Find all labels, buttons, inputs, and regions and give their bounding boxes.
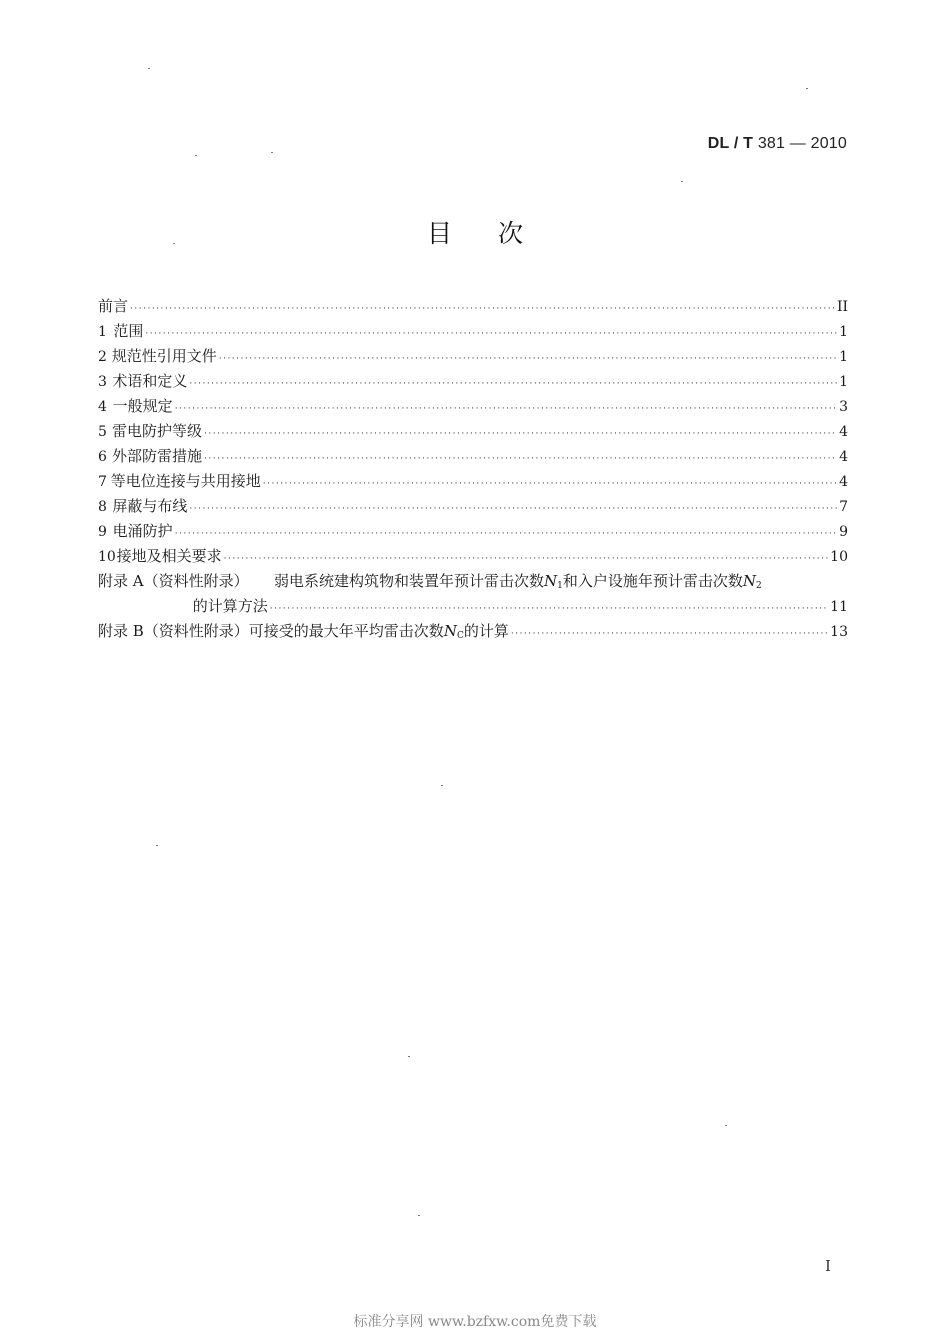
scan-speck [441,785,443,786]
toc-entry-number: 7 [98,474,107,490]
toc-entry-label: 接地及相关要求 [116,547,222,565]
toc-entry-5[interactable] [98,419,848,444]
toc-entry-8[interactable] [98,494,848,519]
toc-entry-4[interactable] [98,394,848,419]
toc-entry-2[interactable] [98,344,848,369]
toc-entry-page: 4 [839,424,848,440]
toc-entry-page: 1 [839,349,848,365]
toc-entry-number: 4 [98,399,107,415]
toc-leader-dots [175,397,837,422]
toc-entry-label: 一般规定 [112,397,173,415]
toc-entry-label: 范围 [113,322,144,340]
scan-speck [418,1215,420,1216]
toc-entry-label: 等电位连接与共用接地 [110,472,261,490]
toc-entry-9[interactable] [98,519,848,544]
appendix-a-title: 弱电系统建构筑物和装置年预计雷击次数$N_1$和入户设施年预计雷击次数$N_2$ [274,572,762,591]
document-code-number: 381 — 2010 [757,135,847,152]
toc-entry-1[interactable] [98,319,848,344]
toc-entry-label: 术语和定义 [112,372,188,390]
toc-leader-dots [145,322,837,347]
toc-entry-page: II [836,299,848,315]
toc-entry-page: 4 [839,474,848,490]
scan-speck [725,1125,727,1126]
toc-entry-label: 外部防雷措施 [112,447,203,465]
footer-watermark: 标准分享网 www.bzfxw.com免费下载 [353,1314,597,1330]
toc-entry-label: 规范性引用文件 [111,347,217,365]
toc-entry-page: 13 [830,624,848,640]
scan-speck [173,243,175,244]
toc-entry-label: 屏蔽与布线 [112,497,188,515]
scan-speck [271,152,273,153]
scan-speck [156,845,158,846]
toc-entry-number: 2 [98,349,107,365]
page-number: I [825,1257,831,1275]
toc-entry-7[interactable] [98,469,848,494]
toc-leader-dots [204,422,837,447]
document-code [708,135,847,153]
toc-entry-number: 3 [98,374,107,390]
scan-speck [195,155,197,156]
toc-entry-page: 9 [839,524,848,540]
appendix-a-heading: 附录 A（资料性附录） [98,572,249,590]
toc-leader-dots [263,472,837,497]
toc-entry-number: 9 [98,524,107,540]
toc-entry-number: 8 [98,499,107,515]
toc-entry-number: 10 [98,549,116,565]
toc-entry-number: 1 [98,324,107,340]
toc-entry-page: 3 [839,399,848,415]
toc-entry-3[interactable] [98,369,848,394]
toc-leader-dots [130,297,835,322]
toc-entry-appendix-a-line2[interactable] [98,594,848,619]
toc-entry-label: 电涌防护 [112,522,173,540]
toc-entry-page: 1 [839,374,848,390]
toc-entry-page: 1 [839,324,848,340]
scan-speck [408,1056,410,1057]
toc-entry-10[interactable] [98,544,848,569]
toc-leader-dots [189,372,837,397]
toc-leader-dots [189,497,837,522]
toc-entry-foreword[interactable] [98,294,848,319]
toc-leader-dots [175,522,837,547]
appendix-b-title: 可接受的最大年平均雷击次数$N_C$的计算 [248,622,509,641]
toc-entry-number: 5 [98,424,107,440]
toc-entry-page: 7 [839,499,848,515]
toc-leader-dots [219,347,837,372]
toc-leader-dots [511,622,828,647]
appendix-a-title-cont: 的计算方法 [192,597,268,615]
toc-entry-page: 10 [830,549,848,565]
toc-title: 目次 [426,219,569,248]
toc-entry-page: 11 [830,599,848,615]
document-code-prefix: DL / T [707,135,754,152]
scan-speck [806,88,808,89]
toc-entry-label: 雷电防护等级 [112,422,203,440]
scan-speck [148,68,150,69]
toc-entry-appendix-a-line1[interactable] [98,569,848,594]
toc-entry-page: 4 [839,449,848,465]
scan-speck [681,181,683,182]
toc-entry-label: 前言 [98,297,129,315]
appendix-b-heading: 附录 B（资料性附录） [98,622,249,640]
toc-entry-6[interactable] [98,444,848,469]
toc-entry-appendix-b[interactable] [98,619,848,644]
toc-leader-dots [204,447,837,472]
table-of-contents [98,294,848,644]
toc-entry-number: 6 [98,449,107,465]
